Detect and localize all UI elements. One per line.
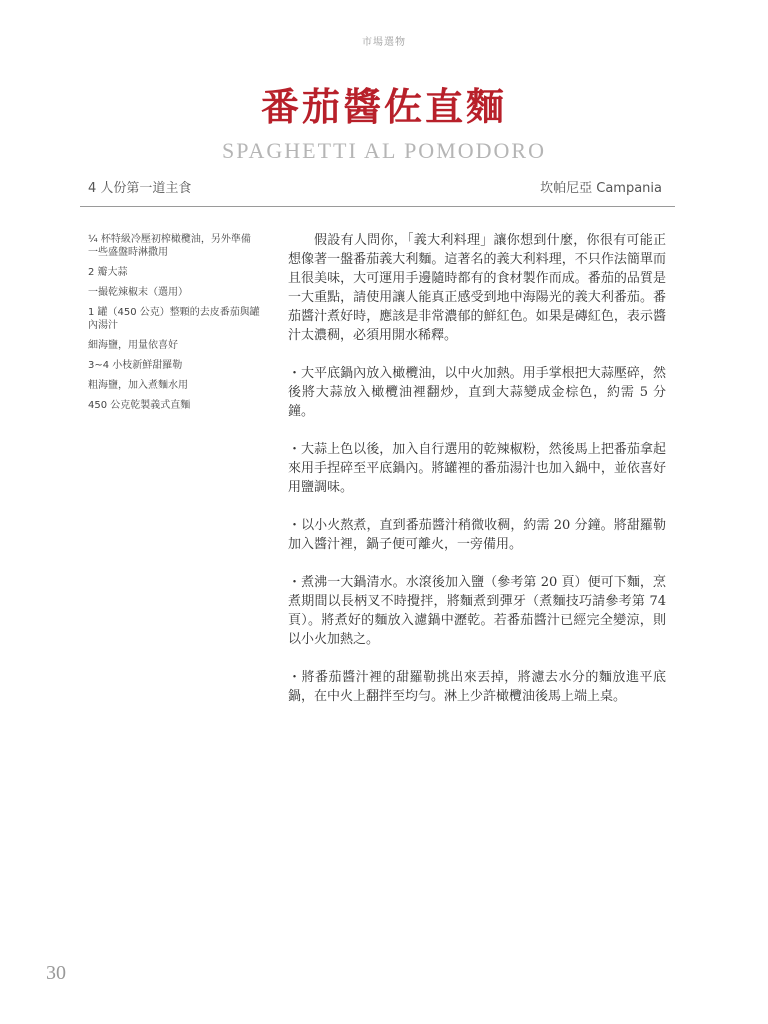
step-paragraph: ・以小火熬煮，直到番茄醬汁稍微收稠，約需 20 分鐘。將甜羅勒加入醬汁裡，鍋子便可離火，一旁備用。 bbox=[288, 518, 666, 552]
step-paragraph: ・煮沸一大鍋清水。水滾後加入鹽（參考第 20 頁）便可下麵，烹煮期間以長柄叉不時攪拌，將麵煮到彈牙（煮麵技巧請參考第 74 頁）。將煮好的麵放入濾鍋中瀝乾。若番茄醬汁已經完全變涼，則以小火加熱之。 bbox=[288, 575, 666, 647]
intro-paragraph: 假設有人問你，「義大利料理」讓你想到什麼，你很有可能正想像著一盤番茄義大利麵。這著名的義大利料理，不只作法簡單而且很美味，大可運用手邊隨時都有的食材製作而成。番茄的品質是一大重點，請使用讓人能真正感受到地中海陽光的義大利番茄。番茄醬汁煮好時，應該是非常濃郁的鮮紅色。如果是磚紅色，表示醬汁太濃稠，必須用開水稀釋。 bbox=[288, 233, 666, 343]
servings-label: 4 人份第一道主食 bbox=[88, 181, 192, 196]
page-number: 30 bbox=[46, 962, 66, 984]
ingredient-item: 2 瓣大蒜 bbox=[88, 267, 128, 278]
ingredient-item: 細海鹽，用量依喜好 bbox=[88, 340, 178, 351]
running-head: 市場選物 bbox=[362, 37, 406, 48]
ingredient-item: 粗海鹽，加入煮麵水用 bbox=[88, 380, 188, 391]
recipe-subtitle: SPAGHETTI AL POMODORO bbox=[222, 138, 546, 163]
recipe-meta bbox=[88, 177, 662, 197]
step-paragraph: ・將番茄醬汁裡的甜羅勒挑出來丟掉，將濾去水分的麵放進平底鍋，在中火上翻拌至均勻。淋上少許橄欖油後馬上端上桌。 bbox=[288, 670, 666, 704]
step-paragraph: ・大平底鍋內放入橄欖油，以中火加熱。用手掌根把大蒜壓碎，然後將大蒜放入橄欖油裡翻炒，直到大蒜變成金棕色，約需 5 分鐘。 bbox=[288, 366, 666, 419]
ingredient-item: 3~4 小枝新鮮甜羅勒 bbox=[88, 360, 183, 371]
divider bbox=[80, 206, 675, 207]
ingredient-list bbox=[88, 233, 260, 419]
ingredient-item: 一撮乾辣椒末（選用） bbox=[88, 287, 188, 298]
region-label: 坎帕尼亞 Campania bbox=[540, 181, 662, 196]
step-paragraph: ・大蒜上色以後，加入自行選用的乾辣椒粉，然後馬上把番茄拿起來用手捏碎至平底鍋內。將罐裡的番茄湯汁也加入鍋中，並依喜好用鹽調味。 bbox=[288, 442, 666, 495]
recipe-body bbox=[288, 231, 666, 725]
recipe-title: 番茄醬佐直麵 bbox=[260, 84, 507, 129]
ingredient-item: 450 公克乾製義式直麵 bbox=[88, 400, 191, 411]
ingredient-item: ¼ 杯特級冷壓初榨橄欖油，另外準備一些盛盤時淋撒用 bbox=[88, 234, 251, 258]
ingredient-item: 1 罐（450 公克）整顆的去皮番茄與罐內湯汁 bbox=[88, 307, 260, 331]
